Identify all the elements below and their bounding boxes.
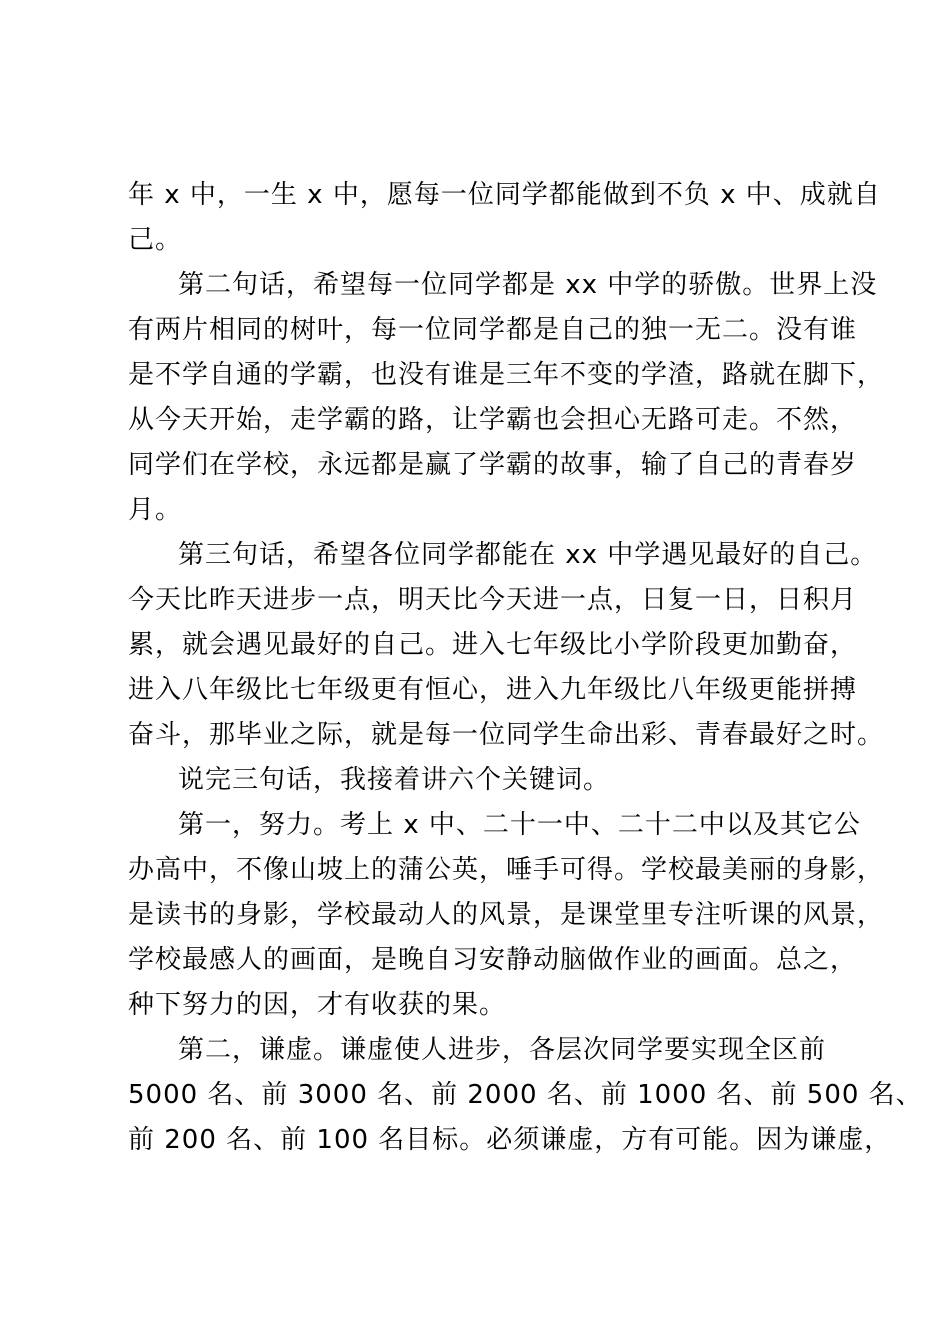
text-line: 从今天开始，走学霸的路，让学霸也会担心无路可走。不然，: [128, 405, 858, 435]
text-line: 年 x 中，一生 x 中，愿每一位同学都能做到不负 x 中、成就自: [128, 180, 881, 210]
text-line: 同学们在学校，永远都是赢了学霸的故事，输了自己的青春岁: [128, 450, 858, 480]
text-line: 己。: [128, 225, 183, 255]
text-line: 5000 名、前 3000 名、前 2000 名、前 1000 名、前 500 名、: [128, 1080, 923, 1110]
text-line: 学校最感人的画面，是晚自习安静动脑做作业的画面。总之，: [128, 945, 858, 975]
paragraph-first-line: 第三句话，希望各位同学都能在 xx 中学遇见最好的自己。: [178, 540, 878, 570]
text-line: 累，就会遇见最好的自己。进入七年级比小学阶段更加勤奋，: [128, 630, 858, 660]
text-line: 有两片相同的树叶，每一位同学都是自己的独一无二。没有谁: [128, 315, 858, 345]
text-line: 奋斗，那毕业之际，就是每一位同学生命出彩、青春最好之时。: [128, 720, 885, 750]
text-line: 进入八年级比七年级更有恒心，进入九年级比八年级更能拼搏: [128, 675, 858, 705]
paragraph-first-line: 第一，努力。考上 x 中、二十一中、二十二中以及其它公: [178, 810, 861, 840]
text-line: 前 200 名、前 100 名目标。必须谦虚，方有可能。因为谦虚，: [128, 1125, 892, 1155]
text-line: 是不学自通的学霸，也没有谁是三年不变的学渣，路就在脚下，: [128, 360, 885, 390]
text-line: 种下努力的因，才有收获的果。: [128, 990, 507, 1020]
paragraph-first-line: 第二，谦虚。谦虚使人进步，各层次同学要实现全区前: [178, 1035, 827, 1065]
text-line: 今天比昨天进步一点，明天比今天进一点，日复一日，日积月: [128, 585, 858, 615]
text-line: 办高中，不像山坡上的蒲公英，唾手可得。学校最美丽的身影，: [128, 855, 885, 885]
paragraph-first-line: 第二句话，希望每一位同学都是 xx 中学的骄傲。世界上没: [178, 270, 878, 300]
text-line: 是读书的身影，学校最动人的风景，是课堂里专注听课的风景，: [128, 900, 885, 930]
paragraph-first-line: 说完三句话，我接着讲六个关键词。: [178, 765, 611, 795]
text-line: 月。: [128, 495, 183, 525]
